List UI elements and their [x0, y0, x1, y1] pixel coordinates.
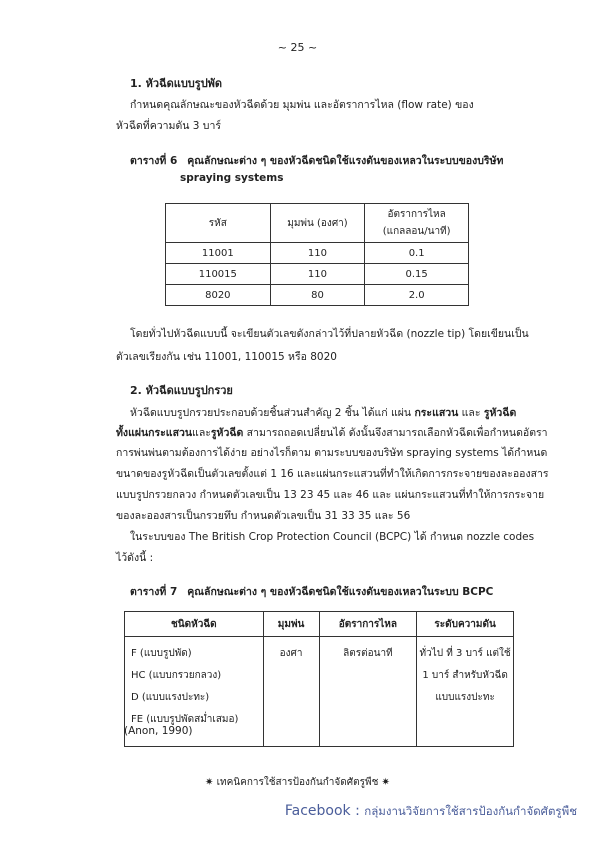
section2-l1-bold1: กระแสวน [414, 407, 459, 419]
facebook-separator: : [350, 803, 365, 819]
para-after-t6-line2: ตัวเลขเรียงกัน เช่น 11001, 110015 หรือ 8020 [116, 351, 337, 363]
table6-caption-line2: spraying systems [180, 172, 284, 184]
section2-l1-mid: และ [458, 407, 484, 419]
section2-l2-mid: และ [192, 427, 211, 439]
facebook-label: Facebook [284, 803, 351, 819]
table-row [166, 243, 469, 264]
table7-caption-prefix: ตารางที่ 7 [130, 586, 178, 598]
table-row [166, 264, 469, 285]
table7-pressure-line3: แบบแรงปะทะ [435, 692, 495, 703]
section2-line5: แบบรูปกรวยกลวง กำหนดตัวเลขเป็น 13 23 45 และ 46 และ แผ่นกระแสวนที่ทำให้การกระจาย [116, 489, 545, 501]
section2-line3: การพ่นพ่นตามต้องการได้ง่าย อย่างไรก็ตาม ตามระบบของบริษัท spraying systems ได้กำหนด [116, 447, 548, 459]
table6-header-row [166, 204, 469, 243]
table6 [165, 203, 469, 306]
table7-type-f: F (แบบรูปพัด) [131, 648, 192, 659]
table7-header-pressure: ระดับความดัน [417, 612, 514, 637]
section2-l1-bold2: รูหัวฉีด [483, 407, 517, 419]
table7-source: (Anon, 1990) [124, 725, 193, 737]
table7-type-d: D (แบบแรงปะทะ) [131, 692, 210, 703]
table7-pressure-line2: 1 บาร์ สำหรับหัวฉีด [422, 670, 508, 681]
section2-line1 [130, 404, 516, 421]
table7-caption [130, 583, 493, 600]
table7-pressure-cell [417, 637, 514, 747]
table7-pressure-line1: ทั่วไป ที่ 3 บาร์ แต่ใช้ [419, 648, 511, 659]
table6-header-angle: มุมพ่น (องศา) [270, 204, 365, 243]
table-cell: 110015 [166, 264, 271, 285]
table-cell: 80 [270, 285, 365, 306]
table7-angle-cell: องศา [263, 637, 319, 747]
section1-line2: หัวฉีดที่ความดัน 3 บาร์ [116, 120, 221, 132]
section2-line2 [116, 424, 548, 441]
table7-flow-cell: ลิตรต่อนาที [319, 637, 417, 747]
table7-type-hc: HC (แบบกรวยกลวง) [131, 670, 222, 681]
section2-line8: ไว้ดังนี้ : [116, 552, 154, 564]
table6-header-flow-line2: (แกลลอน/นาที) [382, 226, 451, 237]
section2-l1-pre: หัวฉีดแบบรูปกรวยประกอบด้วยชิ้นส่วนสำคัญ 2 ชิ้น ได้แก่ แผ่น [130, 407, 415, 419]
section2-heading: 2. หัวฉีดแบบรูปกรวย [130, 384, 233, 397]
para-after-t6-line1: โดยทั่วไปหัวฉีดแบบนี้ จะเขียนตัวเลขดังกล่าวไว้ที่ปลายหัวฉีด (nozzle tip) โดยเขียนเป็น [130, 328, 529, 340]
page-number: ~ 25 ~ [277, 41, 318, 54]
table-row [166, 285, 469, 306]
section2-line4: ขนาดของรูหัวฉีดเป็นตัวเลขตั้งแต่ 1 16 และแผ่นกระแสวนที่ทำให้เกิดการกระจายของละอองสาร [116, 468, 549, 480]
footer-title: ✷ เทคนิคการใช้สารป้องกันกำจัดศัตรูพืช ✷ [205, 777, 390, 788]
footer-facebook [285, 803, 577, 821]
table6-caption [130, 152, 503, 169]
table7-type-fe: FE (แบบรูปพัดสม่ำเสมอ) [131, 714, 239, 725]
table-cell: 2.0 [365, 285, 469, 306]
table6-caption-line1: คุณลักษณะต่าง ๆ ของหัวฉีดชนิดใช้แรงดันของเหลวในระบบของบริษัท [187, 155, 504, 167]
table-cell: 0.15 [365, 264, 469, 285]
table6-header-code: รหัส [166, 204, 271, 243]
section2-l2-post: สามารถถอดเปลี่ยนได้ ดังนั้นจึงสามารถเลือกหัวฉีดเพื่อกำหนดอัตรา [243, 427, 548, 439]
table7-header-flow: อัตราการไหล [319, 612, 417, 637]
table6-caption-prefix: ตารางที่ 6 [130, 155, 178, 167]
section1-line1: กำหนดคุณลักษณะของหัวฉีดด้วย มุมพ่น และอัตราการไหล (flow rate) ของ [130, 99, 474, 111]
section2-l2-pre: ทั้ง [116, 427, 129, 439]
section2-line7: ในระบบของ The British Crop Protection Council (BCPC) ได้ กำหนด nozzle codes [130, 531, 535, 543]
table6-header-flow-line1: อัตราการไหล [387, 209, 446, 220]
table-cell: 8020 [166, 285, 271, 306]
section2-line6: ของละอองสารเป็นกรวยทึบ กำหนดตัวเลขเป็น 31 33 35 และ 56 [116, 510, 411, 522]
section2-l2-bold1: แผ่นกระแสวน [128, 427, 193, 439]
table-cell: 110 [270, 243, 365, 264]
table-cell: 11001 [166, 243, 271, 264]
table7-caption-text: คุณลักษณะต่าง ๆ ของหัวฉีดชนิดใช้แรงดันของเหลวในระบบ BCPC [187, 586, 494, 598]
section1-heading: 1. หัวฉีดแบบรูปพัด [130, 77, 223, 90]
table7-header-type: ชนิดหัวฉีด [125, 612, 264, 637]
facebook-group-name: กลุ่มงานวิจัยการใช้สารป้องกันกำจัดศัตรูพืช [364, 804, 577, 818]
table7-header-angle: มุมพ่น [263, 612, 319, 637]
table7-header-row [125, 612, 514, 637]
table-cell: 110 [270, 264, 365, 285]
table6-header-flow [365, 204, 469, 243]
section2-l2-bold2: รูหัวฉีด [210, 427, 244, 439]
table-cell: 0.1 [365, 243, 469, 264]
